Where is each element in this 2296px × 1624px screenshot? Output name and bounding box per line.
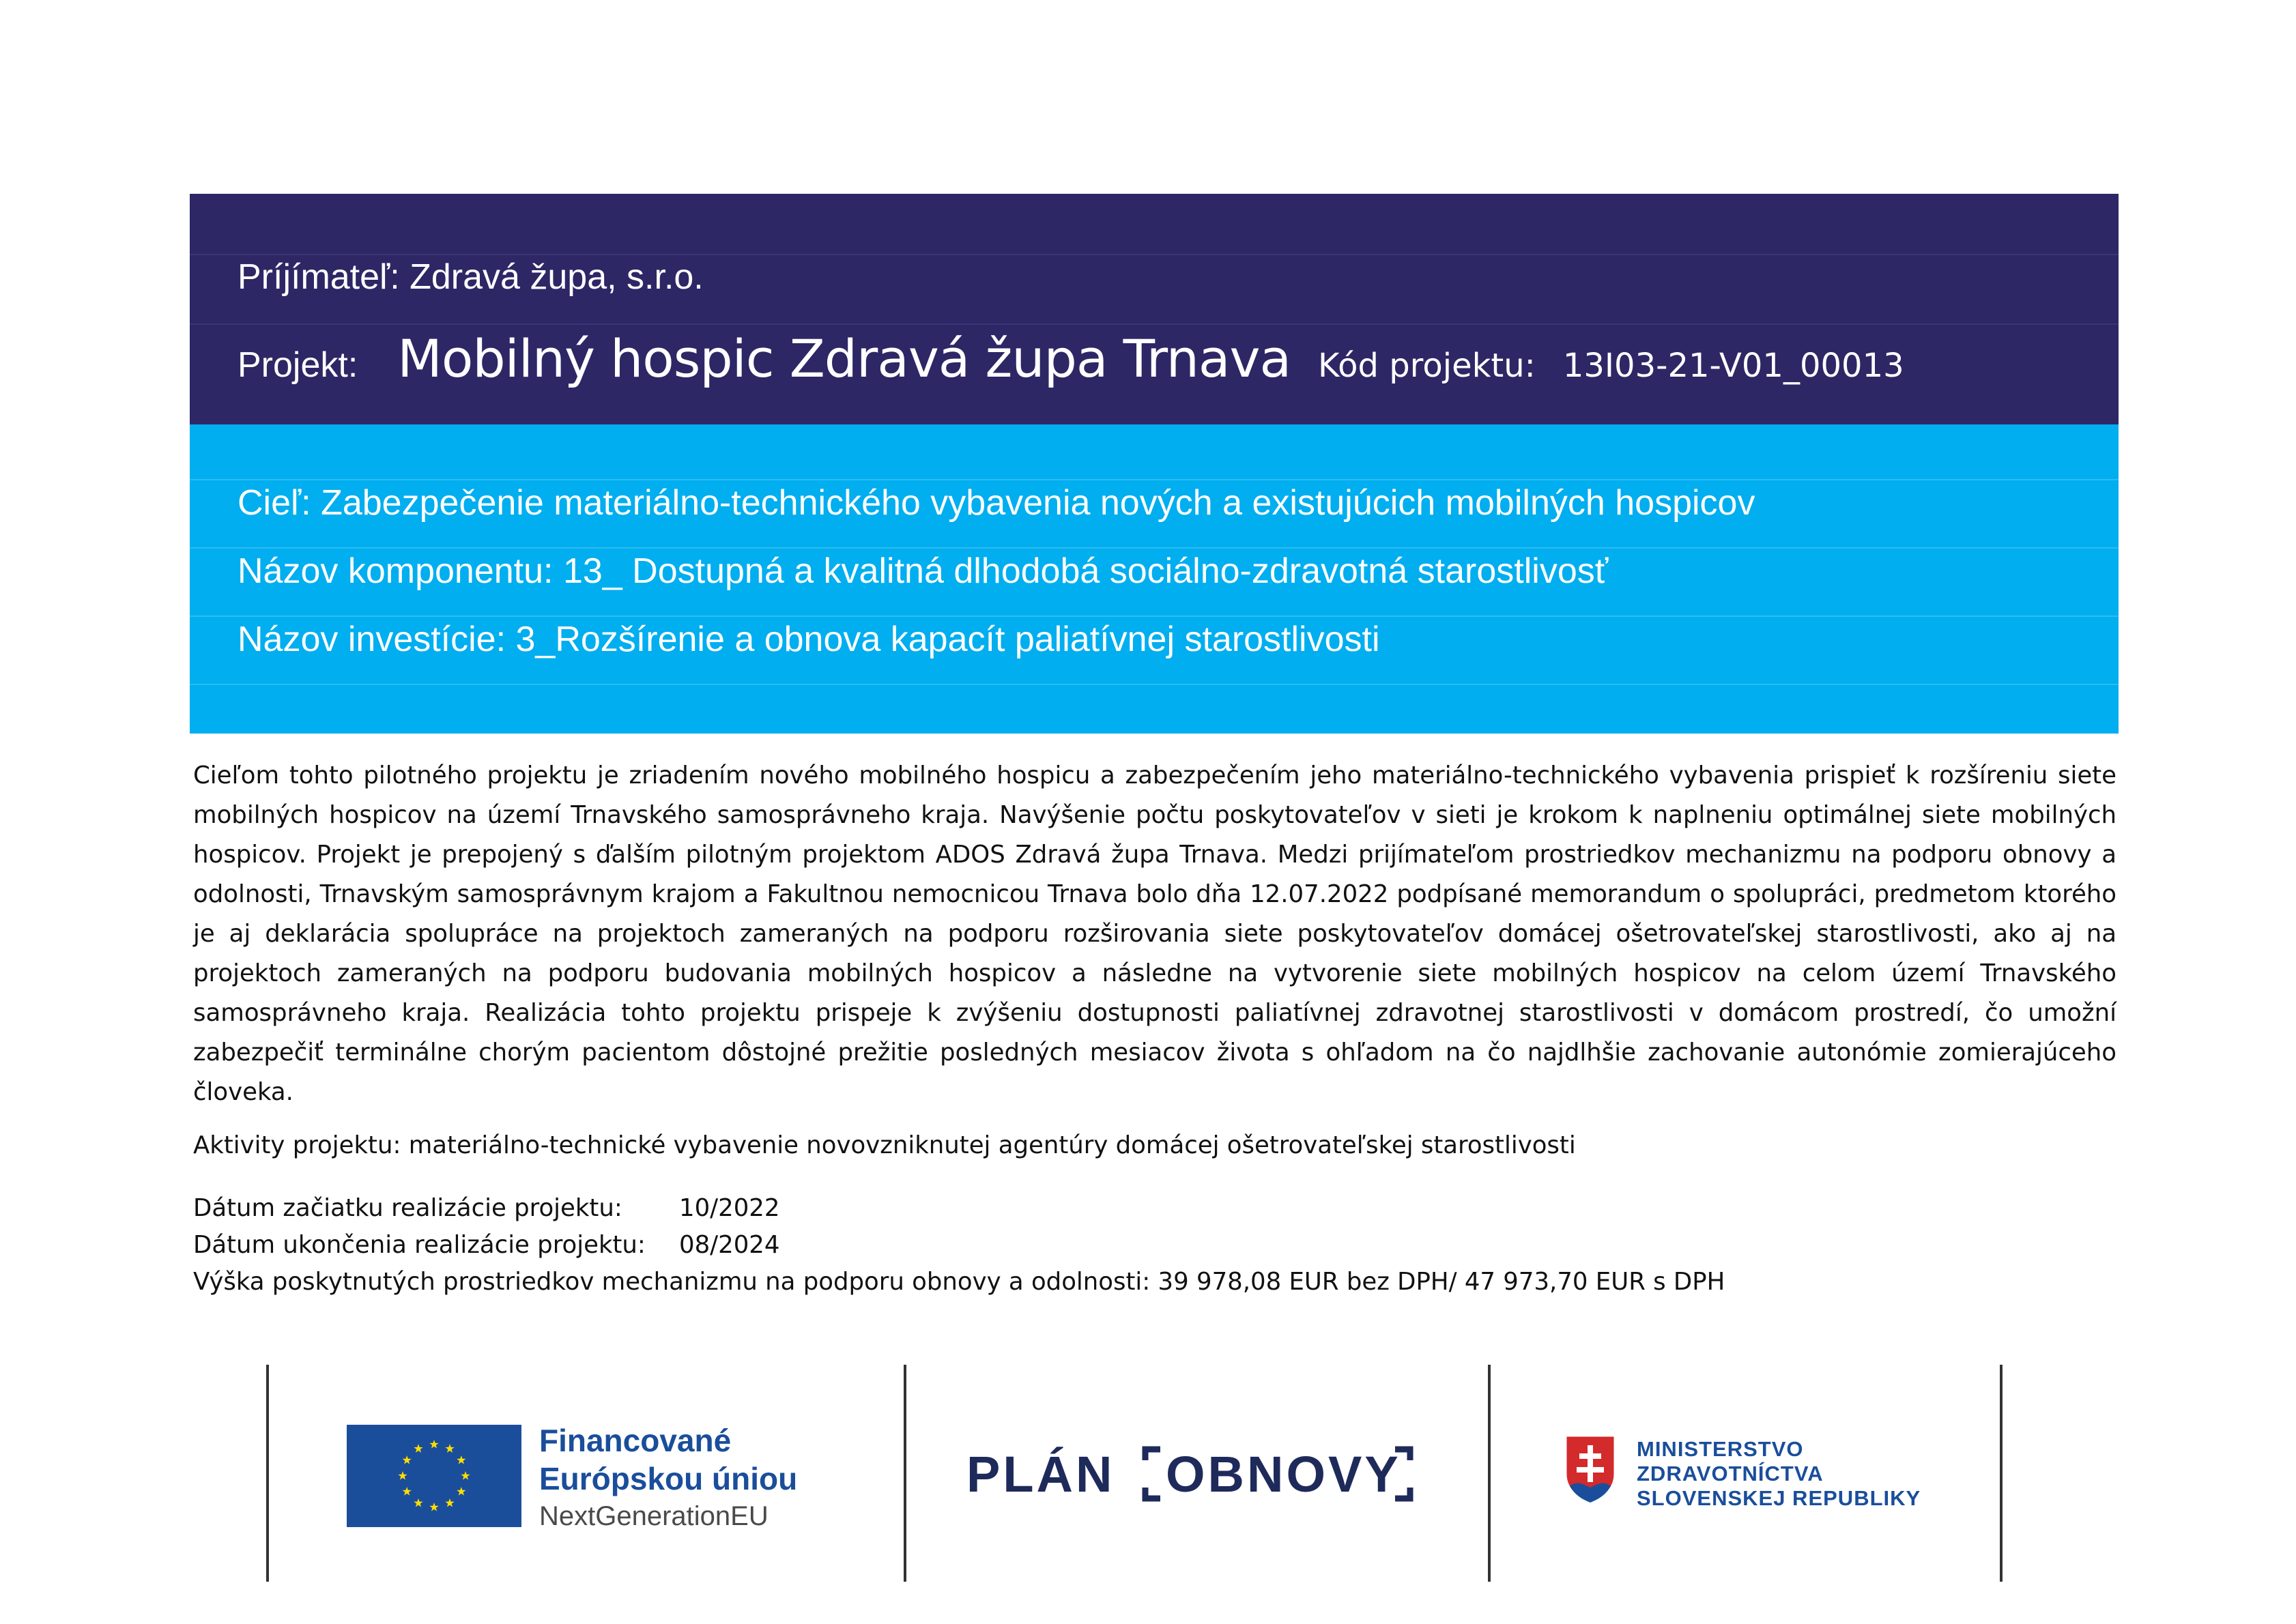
- logo-divider: [266, 1365, 269, 1582]
- slovak-coat-of-arms-icon: [1563, 1433, 1618, 1504]
- ministry-line2: ZDRAVOTNÍCTVA: [1637, 1462, 1824, 1485]
- divider: [190, 684, 2119, 685]
- divider: [190, 323, 2119, 325]
- logo-divider: [904, 1365, 906, 1582]
- eu-flag-icon: [347, 1425, 521, 1527]
- project-label: Projekt:: [238, 345, 358, 385]
- divider: [190, 615, 2119, 617]
- plan-obnovy-logo: [966, 1445, 1417, 1503]
- end-date-label: Dátum ukončenia realizácie projektu:: [193, 1231, 646, 1259]
- divider: [190, 479, 2119, 480]
- eu-funding-line1: Financované: [539, 1423, 732, 1458]
- end-date-value: 08/2024: [679, 1231, 780, 1259]
- investment-line: Názov investície: 3_Rozšírenie a obnova kapacít paliatívnej starostlivosti: [238, 620, 1380, 659]
- project-code-label: Kód projektu:: [1318, 347, 1536, 385]
- goal-line: Cieľ: Zabezpečenie materiálno-technického vybavenia nových a existujúcich mobilných hospicov: [238, 483, 1755, 523]
- end-date-row: [193, 1231, 780, 1259]
- divider: [190, 547, 2119, 549]
- funding-line: Výška poskytnutých prostriedkov mechanizmu na podporu obnovy a odolnosti: 39 978,08 EUR bez DPH/ 47 973,70 EUR s DPH: [193, 1268, 1725, 1296]
- logo-divider: [1488, 1365, 1491, 1582]
- divider: [190, 254, 2119, 255]
- svg-text:OBNOVY: OBNOVY: [1166, 1446, 1401, 1503]
- recipient-line: Príjímateľ: Zdravá župa, s.r.o.: [238, 257, 704, 297]
- eu-funding-line3: NextGenerationEU: [539, 1501, 769, 1531]
- start-date-label: Dátum začiatku realizácie projektu:: [193, 1194, 622, 1222]
- project-row: [238, 328, 1904, 389]
- component-line: Názov komponentu: 13_ Dostupná a kvalitná dlhodobá sociálno-zdravotná starostlivosť: [238, 551, 1609, 591]
- start-date-row: [193, 1194, 780, 1222]
- svg-text:PLÁN: PLÁN: [966, 1446, 1115, 1503]
- start-date-value: 10/2022: [679, 1194, 780, 1222]
- project-code-value: 13I03-21-V01_00013: [1562, 347, 1904, 385]
- project-description: Cieľom tohto pilotného projektu je zriadením nového mobilného hospicu a zabezpečením jeho materiálno-technického vybavenia prispieť k rozšíreniu siete mobilných hospicov na území Trnavského samosprávneho kraja. Navýšenie počtu poskytovateľov v sieti je krokom k naplneniu optimálnej siete mobilných hospicov. Projekt je prepojený s ďalším pilotným projektom ADOS Zdravá župa Trnava. Medzi prijímateľom prostriedkov mechanizmu na podporu obnovy a odolnosti, Trnavským samosprávnym krajom a Fakultnou nemocnicou Trnava bolo dňa 12.07.2022 podpísané memorandum o spolupráci, predmetom ktorého je aj deklarácia spolupráce na projektoch zameraných na podporu rozširovania siete poskytovateľov domácej ošetrovateľskej starostlivosti, ako aj na projektoch zameraných na podporu budovania mobilných hospicov a následne na vytvorenie siete mobilných hospicov na celom území Trnavského samosprávneho kraja. Realizácia tohto projektu prispeje k zvýšeniu dostupnosti paliatívnej zdravotnej starostlivosti v domácom prostredí, čo umožní zabezpečiť terminálne chorým pacientom dôstojné prežitie posledných mesiacov života s ohľadom na čo najdlhšie zachovanie autonómie zomierajúceho človeka.: [193, 762, 2116, 1106]
- project-title: Mobilný hospic Zdravá župa Trnava: [397, 328, 1291, 389]
- project-goals-band: [190, 424, 2119, 734]
- eu-funding-line2: Európskou úniou: [539, 1461, 798, 1496]
- ministry-line1: MINISTERSTVO: [1637, 1437, 1804, 1461]
- logo-divider: [2000, 1365, 2003, 1582]
- ministry-line3: SLOVENSKEJ REPUBLIKY: [1637, 1486, 1921, 1510]
- project-activities: Aktivity projektu: materiálno-technické vybavenie novovzniknutej agentúry domácej ošetrovateľskej starostlivosti: [193, 1131, 1576, 1159]
- project-header-band: [190, 194, 2119, 424]
